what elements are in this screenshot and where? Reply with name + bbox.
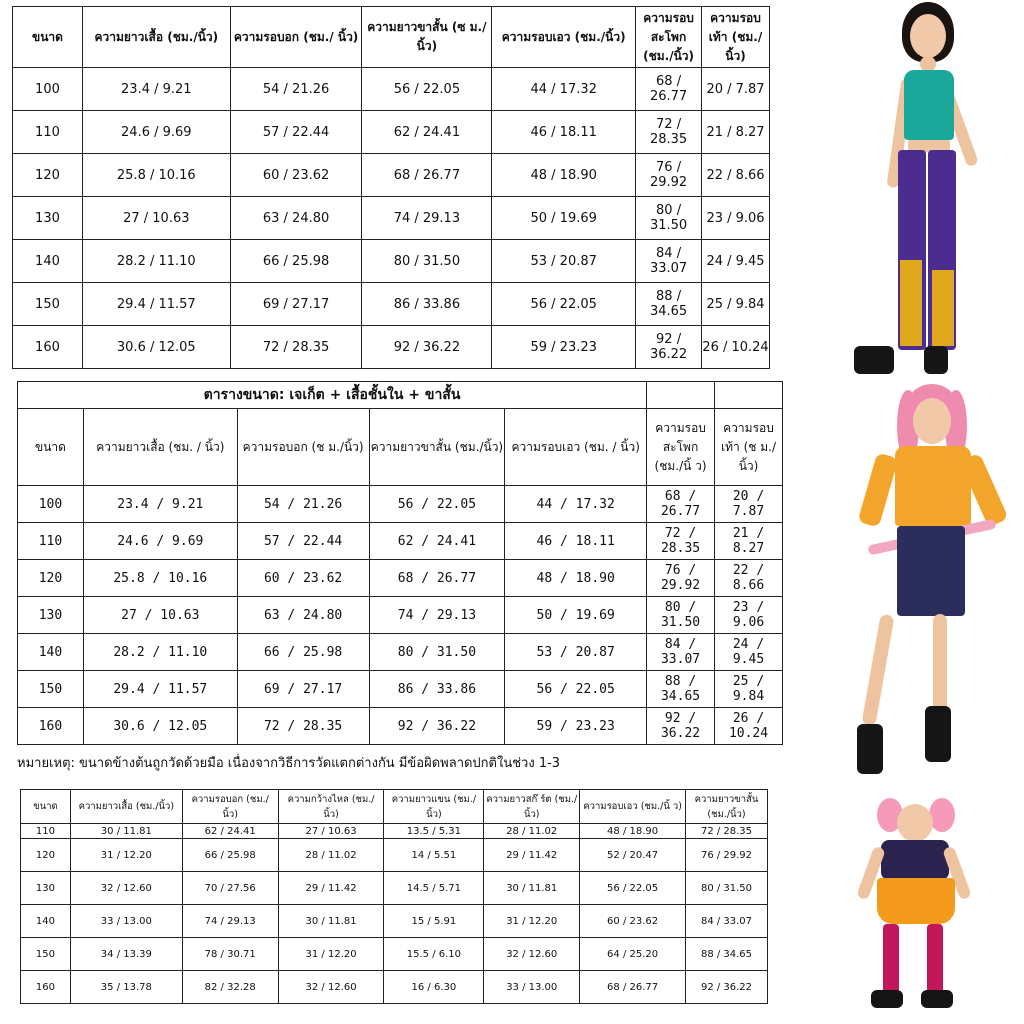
table-title: ตารางขนาด: เจเก็ต + เสื้อชั้นใน + ขาสั้น xyxy=(18,382,647,409)
table-cell: 26 / 10.24 xyxy=(702,326,770,369)
boot xyxy=(925,706,951,762)
table-header-row xyxy=(13,7,770,68)
table-cell: 63 / 24.80 xyxy=(237,597,369,634)
table-cell: 54 / 21.26 xyxy=(237,486,369,523)
table-row xyxy=(13,326,770,369)
table-cell: 15.5 / 6.10 xyxy=(384,938,484,971)
size-table-3 xyxy=(20,789,768,1004)
table-cell: 68 / 26.77 xyxy=(369,560,505,597)
model-photo-2 xyxy=(845,384,1015,780)
table-cell: 32 / 12.60 xyxy=(278,971,384,1004)
table-cell: 68 / 26.77 xyxy=(636,68,702,111)
table-cell: 160 xyxy=(18,708,84,745)
header-cell: ความยาวเสื้อ (ชม./นิ้ว) xyxy=(70,790,182,824)
table-cell: 24.6 / 9.69 xyxy=(82,111,230,154)
table-cell: 28 / 11.02 xyxy=(484,824,580,839)
table-cell: 84 / 33.07 xyxy=(686,905,768,938)
table-cell: 30 / 11.81 xyxy=(70,824,182,839)
table-cell: 69 / 27.17 xyxy=(230,283,362,326)
leg xyxy=(933,614,947,714)
table-cell: 30.6 / 12.05 xyxy=(83,708,237,745)
table-cell: 92 / 36.22 xyxy=(647,708,715,745)
table-cell: 88 / 34.65 xyxy=(636,283,702,326)
table-cell: 44 / 17.32 xyxy=(505,486,647,523)
top xyxy=(881,840,949,880)
table-cell: 72 / 28.35 xyxy=(636,111,702,154)
table-cell: 80 / 31.50 xyxy=(362,240,492,283)
table-cell: 56 / 22.05 xyxy=(505,671,647,708)
table-cell: 60 / 23.62 xyxy=(580,905,686,938)
table-cell: 29.4 / 11.57 xyxy=(83,671,237,708)
model-photo-3 xyxy=(855,792,1005,1020)
shoe xyxy=(854,346,894,374)
table-cell: 24 / 9.45 xyxy=(702,240,770,283)
table-cell: 86 / 33.86 xyxy=(362,283,492,326)
table-row xyxy=(21,905,768,938)
header-cell: ขนาด xyxy=(13,7,83,68)
table-cell: 63 / 24.80 xyxy=(230,197,362,240)
table-cell: 100 xyxy=(18,486,84,523)
table-row xyxy=(13,111,770,154)
table-cell: 57 / 22.44 xyxy=(230,111,362,154)
table-cell: 92 / 36.22 xyxy=(362,326,492,369)
table-cell: 24.6 / 9.69 xyxy=(83,523,237,560)
table-cell: 21 / 8.27 xyxy=(702,111,770,154)
table-cell: 69 / 27.17 xyxy=(237,671,369,708)
table-cell: 23.4 / 9.21 xyxy=(83,486,237,523)
table-cell: 62 / 24.41 xyxy=(369,523,505,560)
header-cell: ความรอบ เท้า (ช ม./นิ้ว) xyxy=(715,409,783,486)
table-cell: 48 / 18.90 xyxy=(505,560,647,597)
table-cell: 92 / 36.22 xyxy=(686,971,768,1004)
table-row xyxy=(21,824,768,839)
table-cell: 140 xyxy=(13,240,83,283)
shoe xyxy=(924,346,948,374)
pants-accent xyxy=(900,260,922,346)
table-cell: 100 xyxy=(13,68,83,111)
empty-cell xyxy=(715,382,783,409)
header-cell: ความยาวเสื้อ (ชม./นิ้ว) xyxy=(82,7,230,68)
table-cell: 56 / 22.05 xyxy=(580,872,686,905)
table-cell: 66 / 25.98 xyxy=(230,240,362,283)
table-row xyxy=(18,671,783,708)
table-cell: 80 / 31.50 xyxy=(369,634,505,671)
table-cell: 46 / 18.11 xyxy=(492,111,636,154)
hair xyxy=(929,798,955,832)
shoe xyxy=(921,990,953,1008)
table-cell: 110 xyxy=(18,523,84,560)
table-cell: 31 / 12.20 xyxy=(278,938,384,971)
table-header-row xyxy=(21,790,768,824)
table-cell: 130 xyxy=(13,197,83,240)
jacket xyxy=(895,446,971,526)
table-cell: 56 / 22.05 xyxy=(369,486,505,523)
table-row xyxy=(21,839,768,872)
table-cell: 32 / 12.60 xyxy=(70,872,182,905)
boot xyxy=(857,724,883,774)
table-cell: 29 / 11.42 xyxy=(278,872,384,905)
table-cell: 53 / 20.87 xyxy=(505,634,647,671)
table-cell: 60 / 23.62 xyxy=(230,154,362,197)
header-cell: ความรอบเอว (ชม./นิ้ว) xyxy=(492,7,636,68)
table-cell: 56 / 22.05 xyxy=(362,68,492,111)
table-cell: 150 xyxy=(13,283,83,326)
table-cell: 21 / 8.27 xyxy=(715,523,783,560)
table-cell: 14.5 / 5.71 xyxy=(384,872,484,905)
table-cell: 74 / 29.13 xyxy=(369,597,505,634)
header-cell: ความรอบเอว (ชม./นิ้ ว) xyxy=(580,790,686,824)
header-cell: ความรอบเอว (ชม. / นิ้ว) xyxy=(505,409,647,486)
header-cell: ความยาวขาสั้น (ชม./นิ้ว) xyxy=(686,790,768,824)
table-cell: 110 xyxy=(21,824,71,839)
table-cell: 160 xyxy=(21,971,71,1004)
table-cell: 110 xyxy=(13,111,83,154)
table-cell: 59 / 23.23 xyxy=(505,708,647,745)
header-cell: ความรอบอก (ช ม./นิ้ว) xyxy=(237,409,369,486)
table-title-row xyxy=(18,382,783,409)
table-cell: 88 / 34.65 xyxy=(686,938,768,971)
header-cell: ความกว้างไหล (ชม./ นิ้ว) xyxy=(278,790,384,824)
table-cell: 31 / 12.20 xyxy=(484,905,580,938)
table-cell: 72 / 28.35 xyxy=(686,824,768,839)
table-cell: 62 / 24.41 xyxy=(182,824,278,839)
table-row xyxy=(13,240,770,283)
table-cell: 34 / 13.39 xyxy=(70,938,182,971)
table-cell: 72 / 28.35 xyxy=(237,708,369,745)
empty-cell xyxy=(647,382,715,409)
table-cell: 120 xyxy=(21,839,71,872)
face xyxy=(897,804,933,842)
table-cell: 57 / 22.44 xyxy=(237,523,369,560)
table-cell: 68 / 26.77 xyxy=(647,486,715,523)
table-row xyxy=(21,872,768,905)
table-cell: 60 / 23.62 xyxy=(237,560,369,597)
table-cell: 62 / 24.41 xyxy=(362,111,492,154)
table-cell: 25 / 9.84 xyxy=(715,671,783,708)
jacket-sleeve xyxy=(858,452,899,527)
table-cell: 29 / 11.42 xyxy=(484,839,580,872)
header-cell: ความรอบ สะโพก (ชม./นิ้ ว) xyxy=(647,409,715,486)
table-cell: 23.4 / 9.21 xyxy=(82,68,230,111)
table-row xyxy=(21,971,768,1004)
table-row xyxy=(18,597,783,634)
table-cell: 64 / 25.20 xyxy=(580,938,686,971)
table-cell: 80 / 31.50 xyxy=(636,197,702,240)
table-cell: 68 / 26.77 xyxy=(362,154,492,197)
table-cell: 50 / 19.69 xyxy=(505,597,647,634)
table-cell: 66 / 25.98 xyxy=(237,634,369,671)
table-cell: 35 / 13.78 xyxy=(70,971,182,1004)
table-cell: 32 / 12.60 xyxy=(484,938,580,971)
table-cell: 28 / 11.02 xyxy=(278,839,384,872)
model-photo-1 xyxy=(840,0,990,380)
table-cell: 120 xyxy=(13,154,83,197)
table-cell: 16 / 6.30 xyxy=(384,971,484,1004)
table-cell: 30.6 / 12.05 xyxy=(82,326,230,369)
table-cell: 92 / 36.22 xyxy=(369,708,505,745)
table-row xyxy=(13,68,770,111)
table-row xyxy=(18,486,783,523)
header-cell: ความยาวขาสั้น (ชม./นิ้ว) xyxy=(369,409,505,486)
table-cell: 31 / 12.20 xyxy=(70,839,182,872)
table-cell: 68 / 26.77 xyxy=(580,971,686,1004)
table-cell: 56 / 22.05 xyxy=(492,283,636,326)
table-cell: 84 / 33.07 xyxy=(636,240,702,283)
table-cell: 82 / 32.28 xyxy=(182,971,278,1004)
table-cell: 33 / 13.00 xyxy=(484,971,580,1004)
table-cell: 26 / 10.24 xyxy=(715,708,783,745)
header-cell: ความรอบอก (ชม./ นิ้ว) xyxy=(182,790,278,824)
table-cell: 140 xyxy=(21,905,71,938)
measurement-note: หมายเหตุ: ขนาดข้างต้นถูกวัดด้วยมือ เนื่องจากวิธีการวัดแตกต่างกัน มีข้อผิดพลาดปกติในช่วง 1-3 xyxy=(17,756,561,771)
table-cell: 20 / 7.87 xyxy=(715,486,783,523)
table-cell: 25.8 / 10.16 xyxy=(83,560,237,597)
table-cell: 27 / 10.63 xyxy=(83,597,237,634)
table-cell: 14 / 5.51 xyxy=(384,839,484,872)
header-cell: ความรอบ สะโพก (ชม./นิ้ว) xyxy=(636,7,702,68)
table-cell: 13.5 / 5.31 xyxy=(384,824,484,839)
table-cell: 48 / 18.90 xyxy=(580,824,686,839)
face xyxy=(910,14,946,58)
table-cell: 150 xyxy=(18,671,84,708)
table-cell: 23 / 9.06 xyxy=(715,597,783,634)
table-cell: 48 / 18.90 xyxy=(492,154,636,197)
table-cell: 15 / 5.91 xyxy=(384,905,484,938)
leg xyxy=(861,614,894,727)
table-cell: 25.8 / 10.16 xyxy=(82,154,230,197)
table-cell: 74 / 29.13 xyxy=(362,197,492,240)
table-cell: 54 / 21.26 xyxy=(230,68,362,111)
table-cell: 72 / 28.35 xyxy=(230,326,362,369)
table-cell: 140 xyxy=(18,634,84,671)
table-cell: 76 / 29.92 xyxy=(636,154,702,197)
table-cell: 76 / 29.92 xyxy=(686,839,768,872)
table-cell: 53 / 20.87 xyxy=(492,240,636,283)
table-cell: 27 / 10.63 xyxy=(82,197,230,240)
table-cell: 30 / 11.81 xyxy=(278,905,384,938)
table-cell: 52 / 20.47 xyxy=(580,839,686,872)
table-row xyxy=(18,560,783,597)
table-cell: 33 / 13.00 xyxy=(70,905,182,938)
table-cell: 84 / 33.07 xyxy=(647,634,715,671)
size-table-1 xyxy=(12,6,770,369)
table-cell: 28.2 / 11.10 xyxy=(82,240,230,283)
table-cell: 20 / 7.87 xyxy=(702,68,770,111)
header-cell: ความรอบอก (ชม./ นิ้ว) xyxy=(230,7,362,68)
table-cell: 28.2 / 11.10 xyxy=(83,634,237,671)
header-cell: ขนาด xyxy=(18,409,84,486)
header-cell: ขนาด xyxy=(21,790,71,824)
table-row xyxy=(18,708,783,745)
table-cell: 160 xyxy=(13,326,83,369)
table-header-row xyxy=(18,409,783,486)
face xyxy=(913,398,951,444)
table-row xyxy=(13,197,770,240)
table-cell: 72 / 28.35 xyxy=(647,523,715,560)
table-cell: 50 / 19.69 xyxy=(492,197,636,240)
crop-top xyxy=(904,70,954,140)
table-cell: 92 / 36.22 xyxy=(636,326,702,369)
table-cell: 24 / 9.45 xyxy=(715,634,783,671)
sock xyxy=(927,924,943,994)
header-cell: ความยาวขาสั้น (ซ ม./นิ้ว) xyxy=(362,7,492,68)
size-table-2 xyxy=(17,381,783,745)
table-row xyxy=(21,938,768,971)
table-row xyxy=(18,523,783,560)
header-cell: ความยาวเสื้อ (ชม. / นิ้ว) xyxy=(83,409,237,486)
table-cell: 130 xyxy=(21,872,71,905)
table-cell: 150 xyxy=(21,938,71,971)
table-cell: 66 / 25.98 xyxy=(182,839,278,872)
table-cell: 120 xyxy=(18,560,84,597)
table-row xyxy=(13,283,770,326)
table-cell: 76 / 29.92 xyxy=(647,560,715,597)
table-cell: 80 / 31.50 xyxy=(686,872,768,905)
table-cell: 46 / 18.11 xyxy=(505,523,647,560)
table-cell: 29.4 / 11.57 xyxy=(82,283,230,326)
table-cell: 130 xyxy=(18,597,84,634)
table-cell: 59 / 23.23 xyxy=(492,326,636,369)
table-cell: 44 / 17.32 xyxy=(492,68,636,111)
table-cell: 25 / 9.84 xyxy=(702,283,770,326)
table-cell: 22 / 8.66 xyxy=(715,560,783,597)
table-cell: 30 / 11.81 xyxy=(484,872,580,905)
skirt xyxy=(877,878,955,924)
sock xyxy=(883,924,899,994)
table-cell: 80 / 31.50 xyxy=(647,597,715,634)
table-cell: 22 / 8.66 xyxy=(702,154,770,197)
table-cell: 86 / 33.86 xyxy=(369,671,505,708)
shoe xyxy=(871,990,903,1008)
table-row xyxy=(18,634,783,671)
table-cell: 74 / 29.13 xyxy=(182,905,278,938)
table-cell: 70 / 27.56 xyxy=(182,872,278,905)
header-cell: ความยาวแขน (ชม./ นิ้ว) xyxy=(384,790,484,824)
table-row xyxy=(13,154,770,197)
table-cell: 88 / 34.65 xyxy=(647,671,715,708)
table-cell: 23 / 9.06 xyxy=(702,197,770,240)
shorts xyxy=(897,526,965,616)
table-cell: 78 / 30.71 xyxy=(182,938,278,971)
header-cell: ความยาวสก๊ ร์ต (ชม./นิ้ว) xyxy=(484,790,580,824)
pants-accent xyxy=(932,270,954,346)
header-cell: ความรอบ เท้า (ชม./ นิ้ว) xyxy=(702,7,770,68)
table-cell: 27 / 10.63 xyxy=(278,824,384,839)
